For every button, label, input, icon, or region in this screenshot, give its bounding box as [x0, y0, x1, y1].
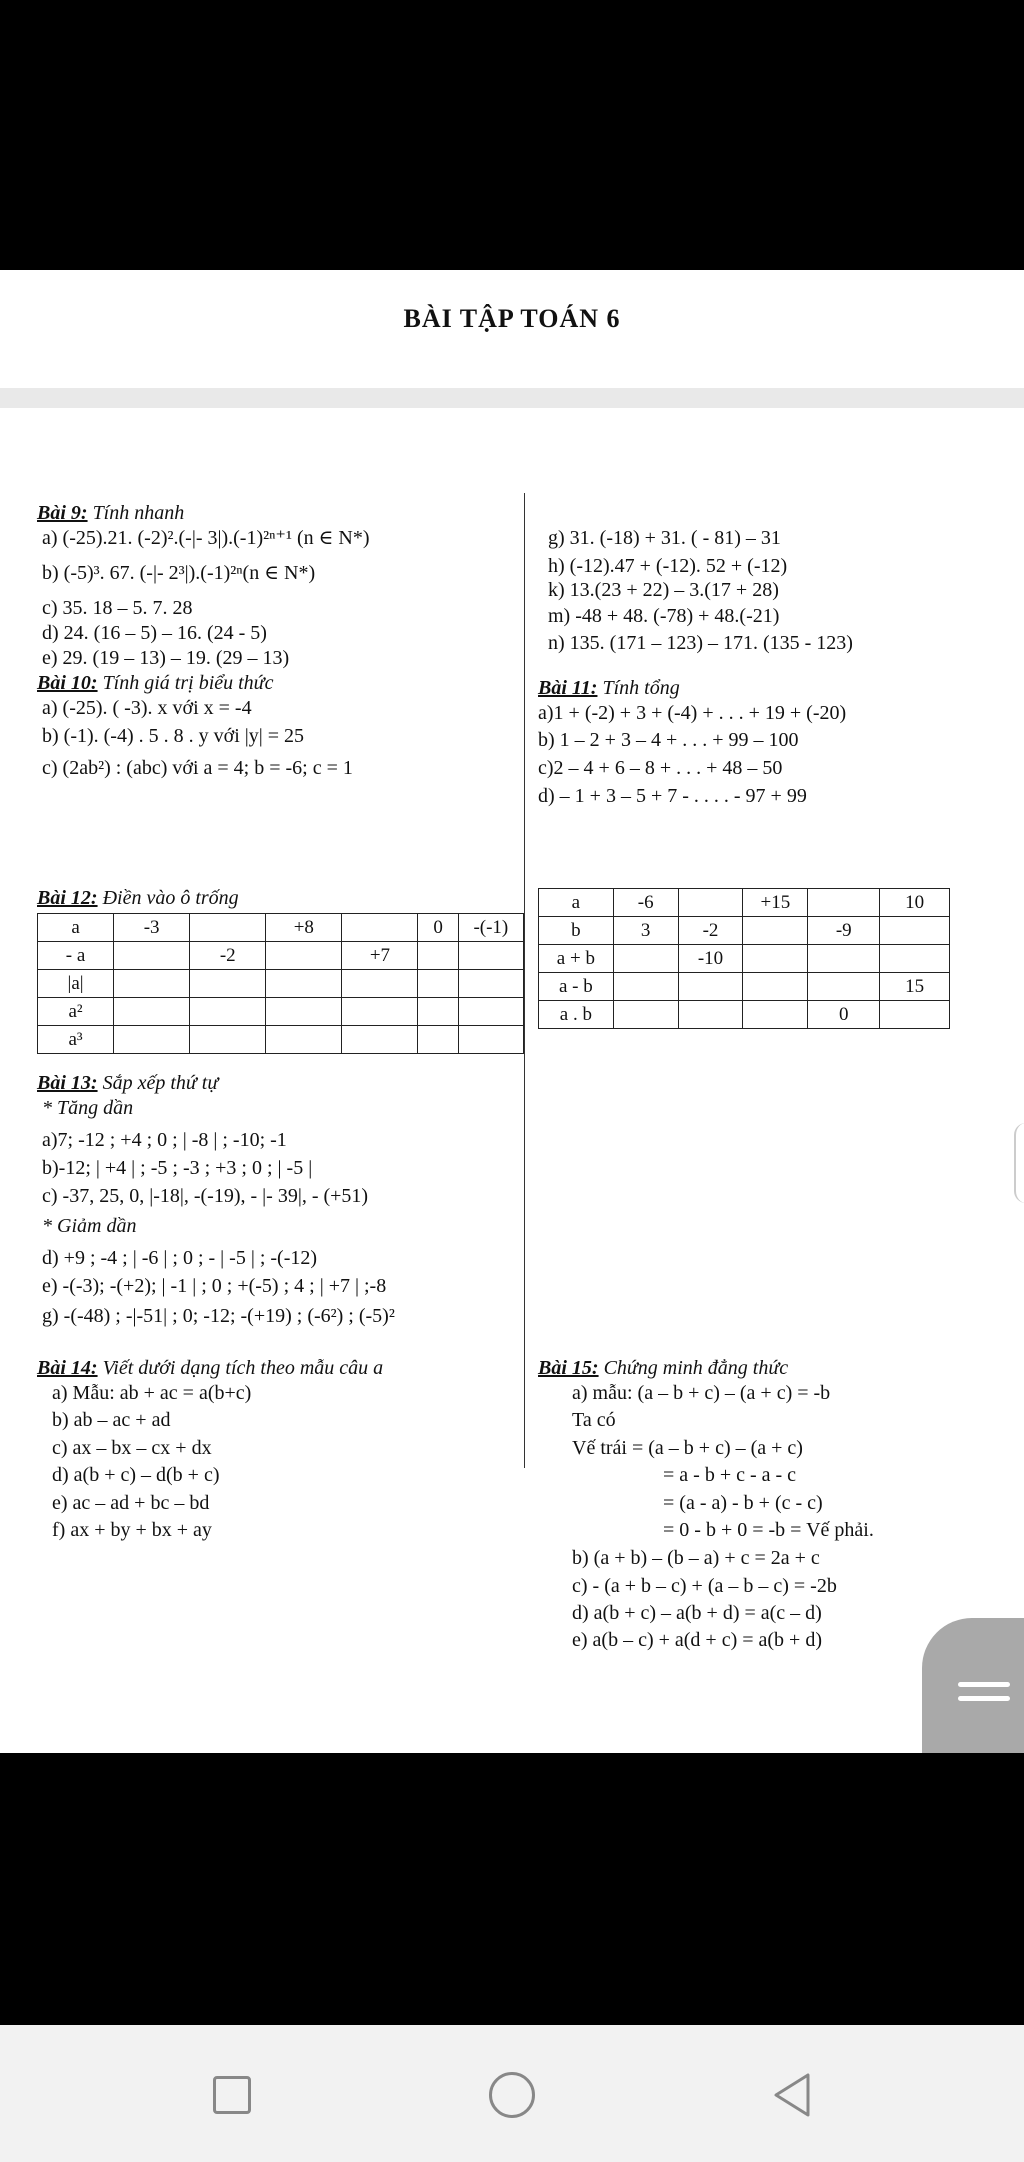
left-line: a) (-25). ( -3). x với x = -4: [42, 697, 252, 719]
table-cell: [266, 1026, 342, 1054]
left-line: g) -(-48) ; -|-51| ; 0; -12; -(+19) ; (-6²) ; (-5)²: [42, 1305, 395, 1327]
table-cell: [342, 998, 418, 1026]
table-cell: [114, 970, 190, 998]
right-line: Bài 15: Chứng minh đẳng thức: [538, 1357, 789, 1379]
table-bai-12: [37, 913, 524, 1054]
table-cell: [458, 942, 523, 970]
table-cell: [808, 889, 880, 917]
right-line: d) – 1 + 3 – 5 + 7 - . . . . - 97 + 99: [538, 785, 807, 807]
left-line: b) (-5)³. 67. (-|- 2³|).(-1)²ⁿ(n ∈ N*): [42, 562, 316, 584]
table-cell: -9: [808, 917, 880, 945]
table-row: [38, 998, 524, 1026]
right-line: g) 31. (-18) + 31. ( - 81) – 31: [548, 527, 781, 549]
left-line: d) a(b + c) – d(b + c): [52, 1464, 220, 1486]
right-line: a) mẫu: (a – b + c) – (a + c) = -b: [572, 1382, 831, 1404]
table-cell: [266, 998, 342, 1026]
table-cell: [418, 1026, 458, 1054]
left-line: d) 24. (16 – 5) – 16. (24 - 5): [42, 622, 267, 644]
table-cell: [418, 970, 458, 998]
table-row: [38, 914, 524, 942]
table-row: [539, 945, 950, 973]
table-cell: [342, 914, 418, 942]
table-cell: [342, 970, 418, 998]
right-line: = (a - a) - b + (c - c): [663, 1492, 823, 1514]
table-row: [38, 970, 524, 998]
exercise-heading: Bài 9:: [37, 502, 88, 524]
right-line: = 0 - b + 0 = -b = Vế phải.: [663, 1519, 874, 1541]
table-cell: 15: [880, 973, 950, 1001]
recents-button[interactable]: [202, 2065, 262, 2125]
table-cell: [114, 998, 190, 1026]
right-line: c) - (a + b – c) + (a – b – c) = -2b: [572, 1575, 837, 1597]
table-cell: [190, 1026, 266, 1054]
menu-fab[interactable]: [922, 1618, 1024, 1753]
bottom-black-bar: [0, 1753, 1024, 2025]
table-cell: -(-1): [458, 914, 523, 942]
table-cell: [678, 889, 743, 917]
table-cell: a²: [38, 998, 114, 1026]
table-cell: -6: [613, 889, 678, 917]
table-cell: [880, 945, 950, 973]
table-cell: [743, 917, 808, 945]
table-cell: [880, 1001, 950, 1029]
right-line: b) (a + b) – (b – a) + c = 2a + c: [572, 1547, 820, 1569]
square-icon: [213, 2076, 251, 2114]
table-cell: -2: [190, 942, 266, 970]
top-black-bar: [0, 0, 1024, 270]
table-cell: [613, 945, 678, 973]
left-line: a)7; -12 ; +4 ; 0 ; | -8 | ; -10; -1: [42, 1129, 287, 1151]
table-cell: b: [539, 917, 614, 945]
exercise-heading: Bài 15:: [538, 1357, 599, 1379]
right-line: c)2 – 4 + 6 – 8 + . . . + 48 – 50: [538, 757, 783, 779]
table-cell: [190, 970, 266, 998]
left-line: a) Mẫu: ab + ac = a(b+c): [52, 1382, 252, 1404]
table-row: [38, 1026, 524, 1054]
table-row: [539, 1001, 950, 1029]
menu-icon: [958, 1682, 1010, 1687]
table-cell: a³: [38, 1026, 114, 1054]
table-cell: -3: [114, 914, 190, 942]
exercise-heading: Bài 11:: [538, 677, 598, 699]
left-line: c) (2ab²) : (abc) với a = 4; b = -6; c = 1: [42, 757, 353, 779]
left-line: f) ax + by + bx + ay: [52, 1519, 212, 1541]
table-cell: a . b: [539, 1001, 614, 1029]
table-cell: [743, 945, 808, 973]
table-row: [539, 973, 950, 1001]
table-cell: 10: [880, 889, 950, 917]
table-cell: +7: [342, 942, 418, 970]
left-line: a) (-25).21. (-2)².(-|- 3|).(-1)²ⁿ⁺¹ (n ∈ N*): [42, 527, 370, 549]
page-title: BÀI TẬP TOÁN 6: [403, 304, 621, 333]
left-line: c) -37, 25, 0, |-18|, -(-19), - |- 39|, - (+51): [42, 1185, 369, 1207]
left-line: e) ac – ad + bc – bd: [52, 1492, 210, 1514]
right-line: b) 1 – 2 + 3 – 4 + . . . + 99 – 100: [538, 729, 799, 751]
back-button[interactable]: [762, 2065, 822, 2125]
exercise-heading: Bài 12:: [37, 887, 98, 909]
worksheet-image: [0, 408, 1024, 1753]
android-nav-bar: [0, 2025, 1024, 2162]
table-cell: [190, 998, 266, 1026]
right-line: m) -48 + 48. (-78) + 48.(-21): [548, 605, 780, 627]
left-line: b) ab – ac + ad: [52, 1409, 171, 1431]
right-line: Ta có: [572, 1409, 616, 1431]
table-cell: [458, 1026, 523, 1054]
table-row: [539, 889, 950, 917]
table-cell: [418, 942, 458, 970]
table-cell: [743, 973, 808, 1001]
table-cell: a: [38, 914, 114, 942]
exercise-heading: Bài 10:: [37, 672, 98, 694]
table-cell: [342, 1026, 418, 1054]
table-cell: a - b: [539, 973, 614, 1001]
table-cell: [808, 973, 880, 1001]
table-cell: [678, 1001, 743, 1029]
right-line: Bài 11: Tính tổng: [538, 677, 680, 699]
right-line: n) 135. (171 – 123) – 171. (135 - 123): [548, 632, 853, 654]
table-cell: -10: [678, 945, 743, 973]
table-cell: 0: [808, 1001, 880, 1029]
column-divider: [524, 493, 525, 1468]
table-cell: [114, 1026, 190, 1054]
left-line: d) +9 ; -4 ; | -6 | ; 0 ; - | -5 | ; -(-12): [42, 1247, 318, 1269]
table-cell: [266, 942, 342, 970]
table-cell: [114, 942, 190, 970]
right-line: h) (-12).47 + (-12). 52 + (-12): [548, 555, 788, 577]
table-cell: [808, 945, 880, 973]
table-cell: a + b: [539, 945, 614, 973]
divider: [0, 388, 1024, 408]
right-line: e) a(b – c) + a(d + c) = a(b + d): [572, 1629, 822, 1651]
left-line: b)-12; | +4 | ; -5 ; -3 ; +3 ; 0 ; | -5 |: [42, 1157, 313, 1179]
left-line: e) 29. (19 – 13) – 19. (29 – 13): [42, 647, 290, 669]
table-cell: [418, 998, 458, 1026]
table-cell: [190, 914, 266, 942]
title-card: [0, 270, 1024, 388]
menu-icon-bar: [958, 1696, 1010, 1701]
left-line: Bài 9: Tính nhanh: [37, 502, 185, 524]
left-line: Bài 12: Điền vào ô trống: [37, 887, 239, 909]
table-cell: [678, 973, 743, 1001]
table-cell: a: [539, 889, 614, 917]
left-line: * Tăng dần: [42, 1097, 134, 1119]
left-line: * Giảm dần: [42, 1215, 137, 1237]
table-row: [38, 942, 524, 970]
left-line: c) 35. 18 – 5. 7. 28: [42, 597, 193, 619]
table-cell: |a|: [38, 970, 114, 998]
left-line: Bài 10: Tính giá trị biểu thức: [37, 672, 274, 694]
table-bai-12-b: [538, 888, 950, 1029]
table-cell: 0: [418, 914, 458, 942]
right-line: Vế trái = (a – b + c) – (a + c): [572, 1437, 803, 1459]
exercise-heading: Bài 13:: [37, 1072, 98, 1094]
right-line: k) 13.(23 + 22) – 3.(17 + 28): [548, 579, 779, 601]
left-line: b) (-1). (-4) . 5 . 8 . y với |y| = 25: [42, 725, 305, 747]
right-line: a)1 + (-2) + 3 + (-4) + . . . + 19 + (-20): [538, 702, 847, 724]
home-button[interactable]: [482, 2065, 542, 2125]
left-line: e) -(-3); -(+2); | -1 | ; 0 ; +(-5) ; 4 ; | +7 | ;-8: [42, 1275, 387, 1297]
table-cell: [458, 998, 523, 1026]
table-cell: +8: [266, 914, 342, 942]
left-line: c) ax – bx – cx + dx: [52, 1437, 212, 1459]
table-row: [539, 917, 950, 945]
table-cell: [458, 970, 523, 998]
table-cell: [613, 1001, 678, 1029]
edge-handle[interactable]: [1014, 1123, 1024, 1203]
table-cell: 3: [613, 917, 678, 945]
back-triangle-icon: [770, 2071, 814, 2119]
circle-icon: [489, 2072, 535, 2118]
exercise-heading: Bài 14:: [37, 1357, 98, 1379]
table-cell: +15: [743, 889, 808, 917]
table-cell: [743, 1001, 808, 1029]
table-cell: [266, 970, 342, 998]
table-cell: - a: [38, 942, 114, 970]
table-cell: [613, 973, 678, 1001]
right-line: d) a(b + c) – a(b + d) = a(c – d): [572, 1602, 822, 1624]
left-line: Bài 13: Sắp xếp thứ tự: [37, 1072, 219, 1094]
right-line: = a - b + c - a - c: [663, 1464, 797, 1486]
table-cell: -2: [678, 917, 743, 945]
left-line: Bài 14: Viết dưới dạng tích theo mẫu câu a: [37, 1357, 384, 1379]
table-cell: [880, 917, 950, 945]
